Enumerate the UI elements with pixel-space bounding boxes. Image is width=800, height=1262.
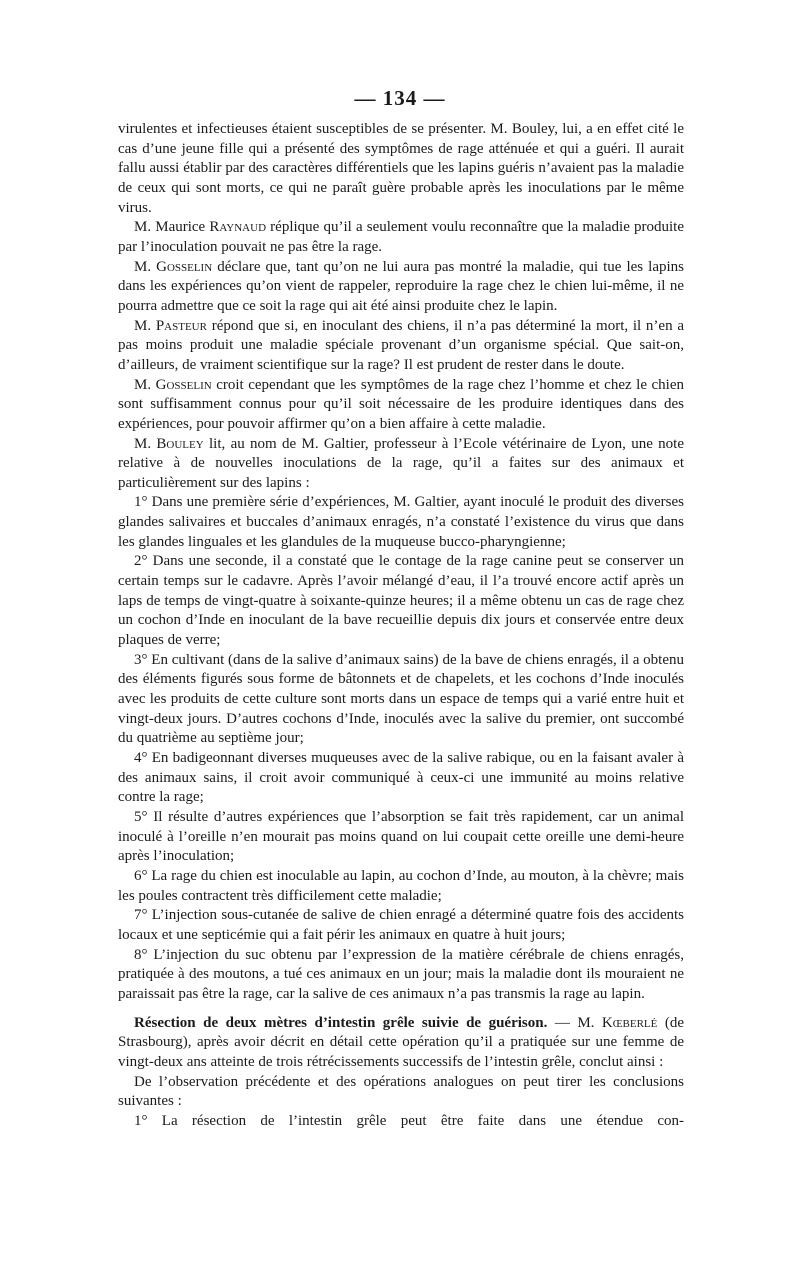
text-run: virulentes et infectieuses étaient susceptibles de se présenter. M. Bouley, lui, a en effet cité le cas d’une jeune fille qui a présenté des symptômes de rage atténuée et qui a guéri. Il aurait fallu aussi établir par des caractères différentiels que les lapins guéris n’avaient pas la maladie de ceux qui sont morts, ce qui ne paraît guère probable après les inoculations par le même virus. xyxy=(118,121,684,216)
paragraph xyxy=(118,946,684,1005)
paragraph xyxy=(118,376,684,435)
text-run: M. xyxy=(134,258,157,275)
paragraph xyxy=(118,867,684,906)
paragraph xyxy=(118,906,684,945)
text-run: 8° L’injection du suc obtenu par l’expression de la matière cérébrale de chiens enragés, pratiquée à des moutons, a tué ces animaux en un jour; mais la maladie dont ils mouraient ne paraissait pas être la rage, car la salive de ces animaux n’a pas transmis la rage au lapin. xyxy=(118,946,684,1002)
paragraph xyxy=(118,435,684,494)
paragraph xyxy=(118,218,684,257)
paragraph xyxy=(118,749,684,808)
page-number: — 134 — xyxy=(354,86,446,110)
text-run: De l’observation précédente et des opérations analogues on peut tirer les conclusions suivantes : xyxy=(118,1073,684,1110)
text-run: 1° Dans une première série d’expériences, M. Galtier, ayant inoculé le produit des diverses glandes salivaires et buccales d’animaux enragés, n’a constaté l’existence du virus que dans les glandes linguales et les glandules de la muqueuse bucco-pharyngienne; xyxy=(118,494,684,550)
paragraph xyxy=(118,493,684,552)
text-run: 4° En badigeonnant diverses muqueuses avec de la salive rabique, ou en la faisant avaler à des animaux sains, il croit avoir communiqué à ceux-ci une immunité au moins relative contre la rage; xyxy=(118,750,684,806)
text-run: répond que si, en inoculant des chiens, il n’a pas déterminé la mort, il n’en a pas moins produit une maladie spéciale provenant d’un organisme spécial. Que sait-on, d’ailleurs, de vraiment scientifique sur la rage? Il est prudent de rester dans le doute. xyxy=(118,317,684,373)
text-run: M. xyxy=(134,317,156,334)
person-name: Bouley xyxy=(156,435,204,452)
paragraph xyxy=(118,317,684,376)
person-name: Raynaud xyxy=(209,219,267,236)
paragraph xyxy=(118,1014,684,1073)
text-run: M. Maurice xyxy=(134,219,210,236)
person-name: Kœberlé xyxy=(601,1014,658,1031)
text-run: croit cependant que les symptômes de la rage chez l’homme et chez le chien sont suffisamment connus pour qu’il soit nécessaire de les produire identiques dans des expériences, pour pouvoir affirmer qu’on a bien affaire à cette maladie. xyxy=(118,376,684,432)
text-run: réplique qu’il a seulement voulu reconnaître que la maladie produite par l’inoculation pouvait ne pas être la rage. xyxy=(118,219,684,255)
text-run: déclare que, tant qu’on ne lui aura pas montré la maladie, qui tue les lapins dans les expériences qu’on vient de rappeler, reproduire la rage chez le chien lui-même, il ne pourra admettre que ce soit la rage qui ait été ainsi produite chez le lapin. xyxy=(118,258,684,314)
text-run: 5° Il résulte d’autres expériences que l’absorption se fait très rapidement, car un animal inoculé à l’oreille n’en mourait pas moins quand on lui coupait cette oreille une demi-heure après l’inoculation; xyxy=(118,808,684,865)
paragraph xyxy=(118,1112,684,1132)
text-run: lit, au nom de M. Galtier, professeur à l’Ecole vétérinaire de Lyon, une note relative à de nouvelles inoculations de la rage, qu’il a faites sur des animaux et particulièrement sur des lapins : xyxy=(118,435,684,491)
paragraph xyxy=(118,808,684,867)
section-heading: Résection de deux mètres d’intestin grêle suivie de guérison. xyxy=(134,1014,548,1031)
text-run: (de Strasbourg), après avoir décrit en détail cette opération qu’il a pratiquée sur une femme de vingt-deux ans atteinte de trois rétrécissements successifs de l’intestin grêle, conclut ainsi : xyxy=(118,1014,685,1070)
text-run: — M. xyxy=(547,1014,602,1031)
paragraph xyxy=(118,120,684,218)
paragraph xyxy=(118,651,684,749)
text-run: 6° La rage du chien est inoculable au lapin, au cochon d’Inde, au mouton, à la chèvre; mais les poules contractent très difficilement cette maladie; xyxy=(118,867,684,904)
paragraph xyxy=(118,1073,684,1112)
paragraph xyxy=(118,258,684,317)
person-name: Gosselin xyxy=(155,376,212,393)
person-name: Pasteur xyxy=(155,317,207,334)
text-run: 1° La résection de l’intestin grêle peut être faite dans une étendue con- xyxy=(134,1112,684,1129)
text-run: 7° L’injection sous-cutanée de salive de chien enragé a déterminé quatre fois des accidents locaux et une septicémie qui a fait périr les animaux en quatre à huit jours; xyxy=(118,907,684,943)
person-name: Gosselin xyxy=(156,258,213,275)
text-run: M. xyxy=(134,435,157,452)
body-text xyxy=(118,120,684,1131)
paragraph xyxy=(118,552,684,650)
text-run: 2° Dans une seconde, il a constaté que le contage de la rage canine peut se conserver un certain temps sur le cadavre. Après l’avoir mélangé d’eau, il l’a trouvé encore actif après un laps de temps de vingt-quatre à soixante-quinze heures; il a même obtenu un cas de rage chez un cochon d’Inde en inoculant de la bave recueillie depuis dix jours et conservée entre deux plaques de verre; xyxy=(118,553,684,649)
text-run: M. xyxy=(134,376,156,393)
text-run: 3° En cultivant (dans de la salive d’animaux sains) de la bave de chiens enragés, il a obtenu des éléments figurés sous forme de bâtonnets et de chapelets, et les cochons d’Inde inoculés avec les produits de cette culture sont morts dans un espace de temps qui a varié entre huit et vingt-deux jours. D’autres cochons d’Inde, inoculés avec la salive du premier, ont succombé du quatrième au septième jour; xyxy=(118,651,684,747)
